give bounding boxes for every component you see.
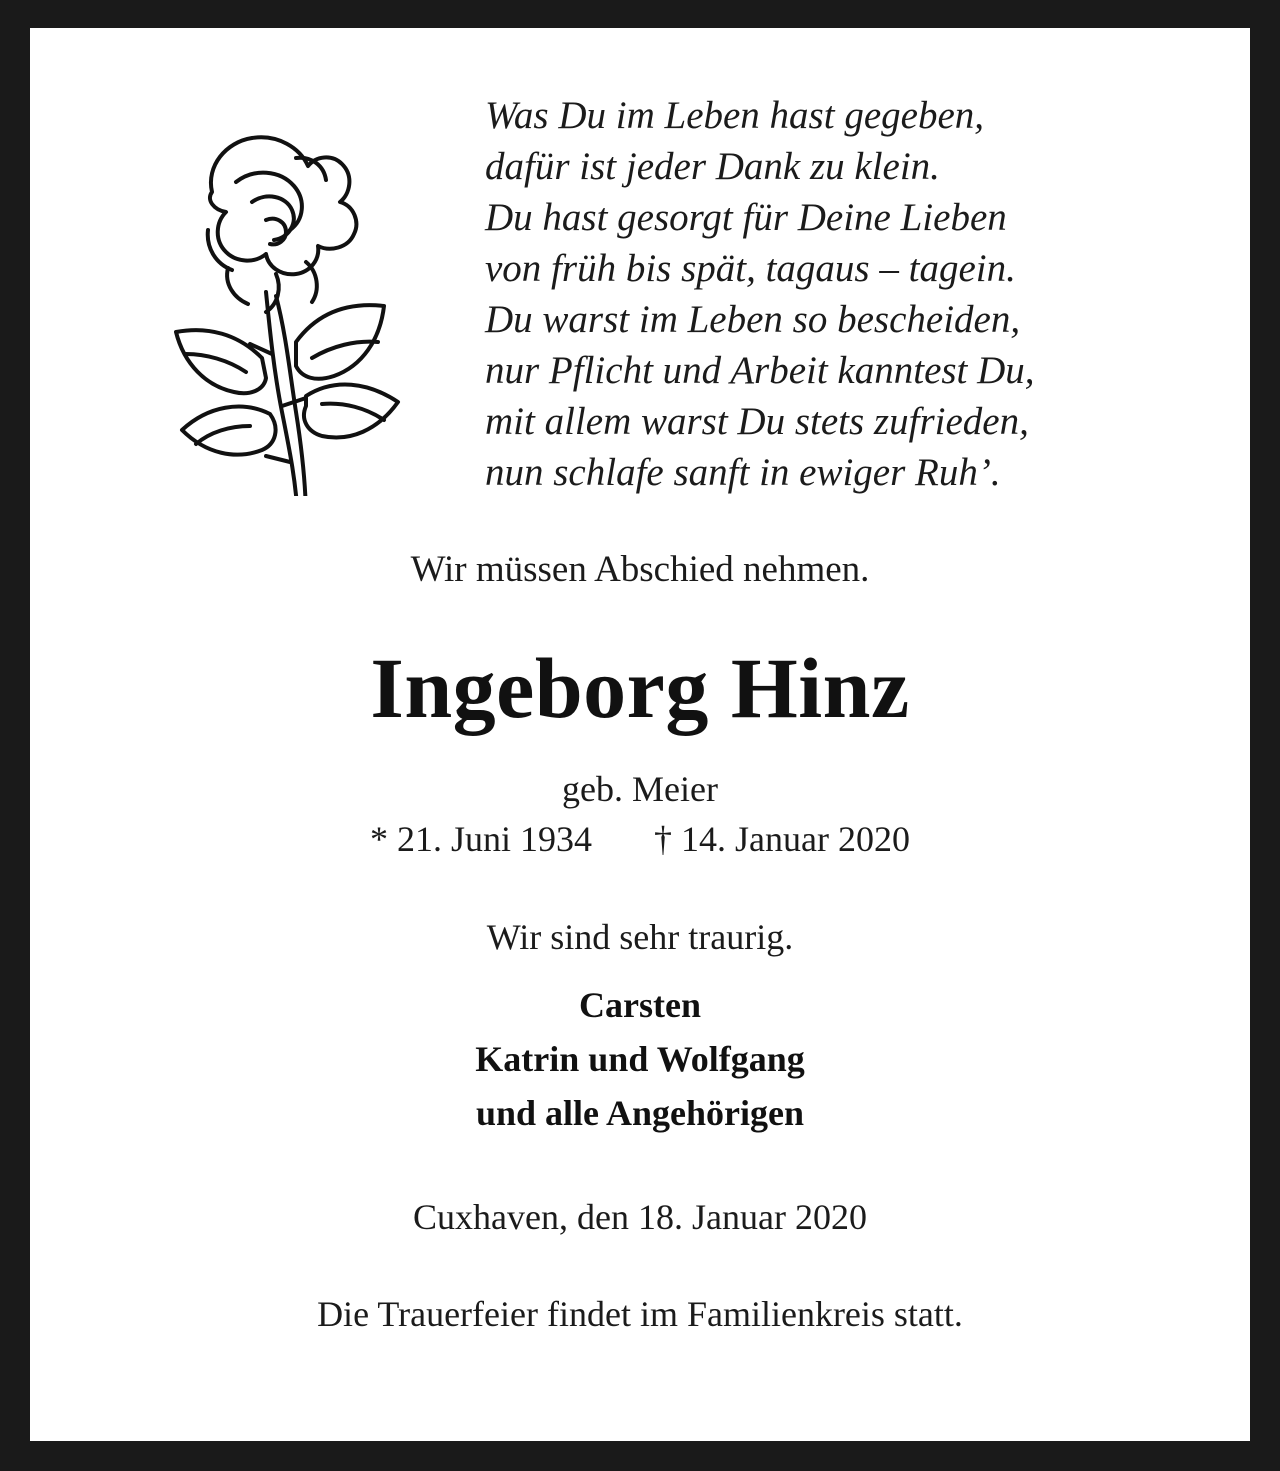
- death-date: † 14. Januar 2020: [654, 819, 910, 859]
- deceased-name: Ingeborg Hinz: [370, 640, 910, 736]
- mourners-list: [30, 978, 1250, 1140]
- farewell-text: Wir müssen Abschied nehmen.: [410, 549, 870, 590]
- mourner-name: und alle Angehörigen: [475, 1093, 805, 1133]
- place-and-date: Cuxhaven, den 18. Januar 2020: [413, 1197, 867, 1237]
- mourner-name: Carsten: [579, 985, 701, 1025]
- poem-line: von früh bis spät, tagaus – tagein.: [485, 247, 1016, 290]
- poem-line: dafür ist jeder Dank zu klein.: [485, 145, 940, 188]
- ceremony-note: Die Trauerfeier findet im Familienkreis statt.: [317, 1294, 963, 1334]
- birth-date: * 21. Juni 1934: [370, 819, 593, 859]
- poem: [485, 90, 1245, 498]
- sadness-text: Wir sind sehr traurig.: [486, 917, 794, 957]
- life-dates: [30, 818, 1250, 860]
- maiden-name: geb. Meier: [562, 769, 718, 809]
- poem-line: Was Du im Leben hast gegeben,: [485, 94, 985, 137]
- poem-line: mit allem warst Du stets zufrieden,: [485, 400, 1029, 443]
- mourner-name: Katrin und Wolfgang: [475, 1039, 805, 1079]
- poem-line: Du warst im Leben so bescheiden,: [485, 298, 1021, 341]
- obituary-card: [30, 28, 1250, 1441]
- poem-line: Du hast gesorgt für Deine Lieben: [485, 196, 1007, 239]
- poem-line: nun schlafe sanft in ewiger Ruh’.: [485, 451, 1001, 494]
- rose-icon: [100, 96, 410, 496]
- poem-line: nur Pflicht und Arbeit kanntest Du,: [485, 349, 1035, 392]
